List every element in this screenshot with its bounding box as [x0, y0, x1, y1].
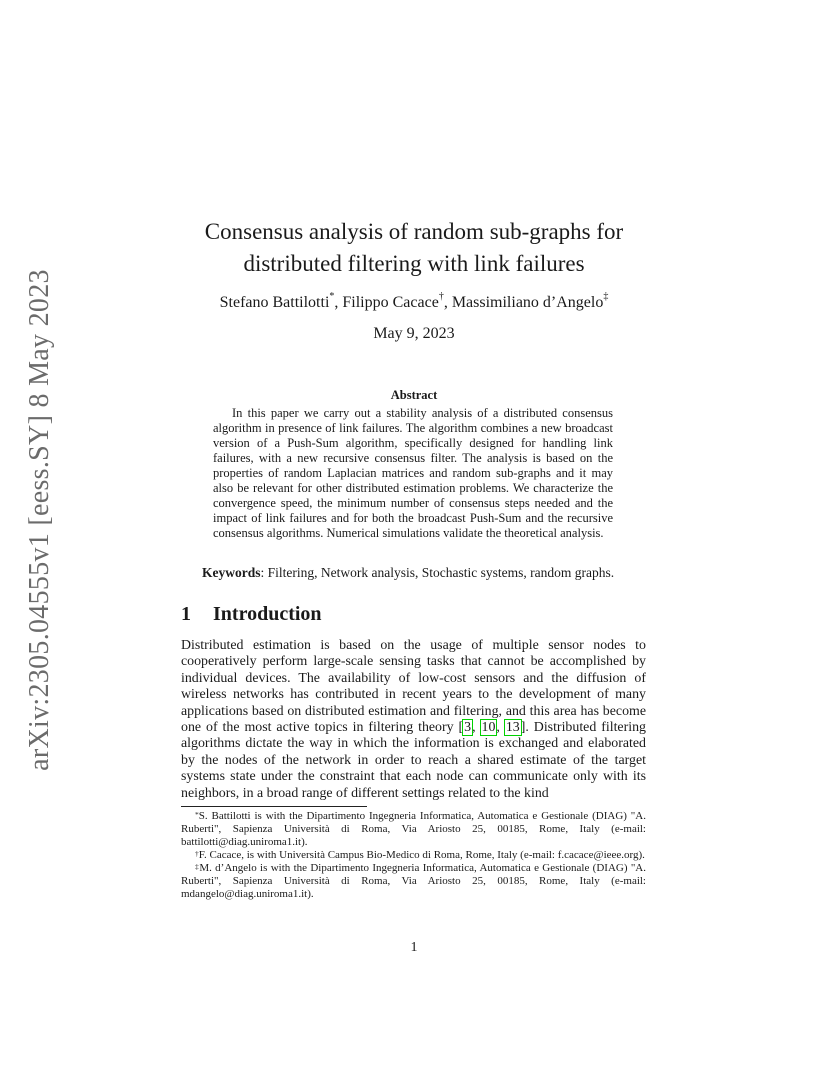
title-line-2: distributed filtering with link failures	[243, 251, 585, 276]
keywords-label: Keywords	[202, 565, 261, 580]
citation-separator: ,	[472, 720, 481, 736]
citation-separator: ,	[496, 720, 505, 736]
footnote-3-text: M. d’Angelo is with the Dipartimento Ingegneria Informatica, Automatica e Gestionale (DIAG) "A. Ruberti", Sapienza Università di Roma, Via Ariosto 25, 00185, Rome, Italy (e-mail: mdangelo@diag.uniroma1.it).	[181, 862, 647, 900]
section-heading	[181, 603, 322, 626]
footnote-1	[181, 810, 646, 849]
abstract-heading: Abstract	[390, 388, 438, 402]
intro-text-start: Distributed estimation is based on the usage of multiple sensor nodes to cooperatively perform large-scale sensing tasks that cannot be accomplished by individual devices. The availability of low-cost sensors and the diffusion of wireless networks has contributed in recent years to the development of many applications based on distributed estimation and filtering, and this area has become one of the most active topics in filtering theory [	[181, 638, 646, 736]
author-separator: ,	[334, 294, 343, 311]
title-line-1: Consensus analysis of random sub-graphs for	[204, 219, 624, 244]
footnote-3	[181, 862, 646, 901]
introduction-paragraph	[181, 638, 646, 802]
arxiv-sidebar	[20, 269, 60, 771]
footnote-2	[181, 849, 646, 862]
footnotes	[181, 810, 646, 901]
footnote-divider	[181, 806, 367, 807]
keywords-line	[202, 565, 662, 581]
footnote-1-mark: *	[195, 810, 199, 819]
paper-title	[160, 216, 668, 280]
citation-link[interactable]: 3	[464, 720, 472, 736]
author-list	[0, 291, 828, 312]
author-1-footnote-mark: *	[329, 291, 335, 302]
author-3: Massimiliano d’Angelo	[451, 294, 604, 311]
page-number: 1	[410, 940, 418, 955]
publication-date: May 9, 2023	[373, 325, 455, 342]
author-3-footnote-mark: ‡	[603, 291, 609, 302]
citation-link[interactable]: 13	[505, 720, 520, 736]
footnote-2-text: F. Cacace, is with Università Campus Bio-Medico di Roma, Rome, Italy (e-mail: f.cacace@ieee.org).	[198, 849, 645, 861]
author-2-footnote-mark: †	[438, 291, 444, 302]
intro-text-end: ]. Distributed filtering algorithms dictate the way in which the information is exchanged and elaborated by the nodes of the network in order to reach a shared estimate of the target systems state under the constraint that each node can communicate only with its neighbors, in a broad range of different settings related to the kind	[181, 720, 646, 801]
footnote-3-mark: ‡	[195, 862, 200, 871]
abstract-body: In this paper we carry out a stability analysis of a distributed consensus algorithm in presence of link failures. The algorithm combines a new broadcast version of a Push-Sum algorithm, specifically designed for handling link failures, with a new recursive consensus filter. The analysis is based on the properties of random Laplacian matrices and random sub-graphs and it may also be relevant for other distributed estimation problems. We characterize the convergence speed, the minimum number of consensus steps needed and the impact of link failures and for both the broadcast Push-Sum and the recursive consensus algorithms. Numerical simulations validate the theoretical analysis.	[213, 406, 613, 540]
section-title: Introduction	[213, 603, 322, 625]
section-number: 1	[181, 603, 191, 625]
author-2: Filippo Cacace	[342, 294, 439, 311]
citation-link[interactable]: 10	[481, 720, 496, 736]
author-separator: ,	[443, 294, 452, 311]
footnote-2-mark: †	[195, 849, 199, 858]
footnote-1-text: S. Battilotti is with the Dipartimento Ingegneria Informatica, Automatica e Gestionale (DIAG) "A. Ruberti", Sapienza Università di Roma, Via Ariosto 25, 00185, Rome, Italy (e-mail: battilotti@diag.uniroma1.it).	[181, 810, 646, 848]
author-1: Stefano Battilotti	[219, 294, 330, 311]
arxiv-identifier: arXiv:2305.04555v1 [eess.SY] 8 May 2023	[24, 269, 55, 771]
keywords-text: : Filtering, Network analysis, Stochastic systems, random graphs.	[260, 565, 615, 580]
